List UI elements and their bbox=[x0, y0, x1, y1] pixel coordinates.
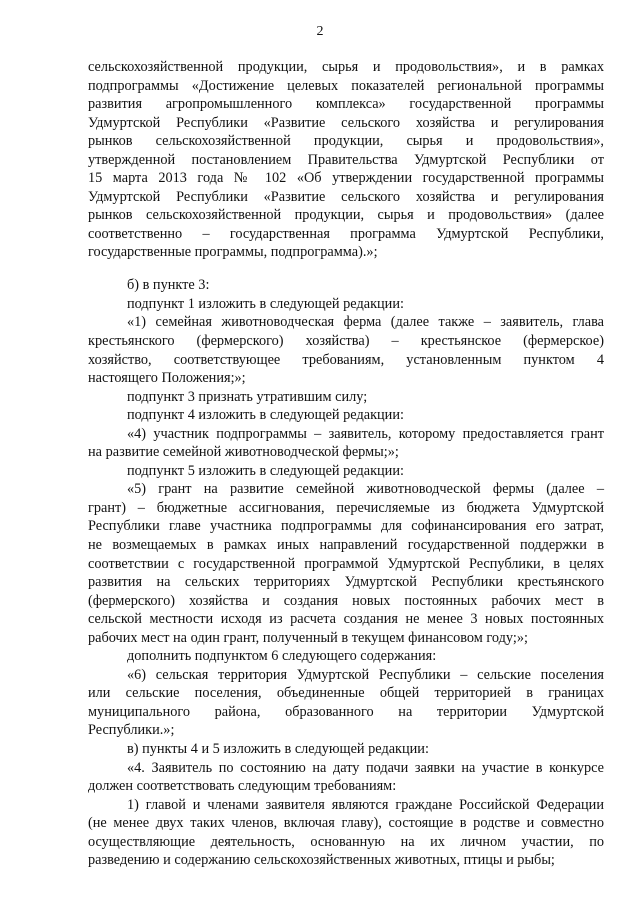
text-line: государственные программы, подпрограмма).»; bbox=[88, 244, 378, 261]
text-line: подпункт 1 изложить в следующей редакции: bbox=[127, 295, 404, 312]
text-line: 15 марта 2013 года № 102 «Об утверждении государственной программы bbox=[88, 170, 604, 187]
text-line: б) в пункте 3: bbox=[127, 277, 210, 294]
text-line: разведению и содержанию сельскохозяйственных животных, птицы и рыбы; bbox=[88, 852, 555, 869]
text-line: (не менее двух таких членов, включая главу), состоящие в родстве и совместно bbox=[88, 815, 604, 832]
text-line: хозяйство, соответствующее требованиям, установленным пунктом 4 bbox=[88, 351, 604, 368]
text-line: «1) семейная животноводческая ферма (далее также – заявитель, глава bbox=[127, 314, 604, 331]
text-line: крестьянского (фермерского) хозяйства) – крестьянское (фермерское) bbox=[88, 332, 604, 349]
text-line: Республики главе участника подпрограммы для софинансирования его затрат, bbox=[88, 518, 604, 535]
text-line: (фермерского) хозяйства и создания новых постоянных рабочих мест в bbox=[88, 592, 604, 609]
text-line: соответственно – государственная программа Удмуртской Республики, bbox=[88, 225, 604, 242]
text-line: рынков сельскохозяйственной продукции, сырья и продовольствия» (далее bbox=[88, 207, 604, 224]
text-line: подпункт 4 изложить в следующей редакции: bbox=[127, 407, 404, 424]
document-body bbox=[88, 58, 604, 870]
text-line: Удмуртской Республики «Развитие сельского хозяйства и регулирования bbox=[88, 188, 604, 205]
text-line: развития агропромышленного комплекса» государственной программы bbox=[88, 96, 604, 113]
text-line: 1) главой и членами заявителя являются граждане Российской Федерации bbox=[127, 796, 604, 813]
text-line: Удмуртской Республики «Развитие сельского хозяйства и регулирования bbox=[88, 114, 604, 131]
text-line: грант) – бюджетные ассигнования, перечисляемые из бюджета Удмуртской bbox=[88, 499, 604, 516]
text-line: рабочих мест на один грант, полученный в текущем финансовом году;»; bbox=[88, 629, 528, 646]
text-line: на развитие семейной животноводческой фермы;»; bbox=[88, 444, 399, 461]
text-line: в) пункты 4 и 5 изложить в следующей редакции: bbox=[127, 740, 429, 757]
text-line: должен соответствовать следующим требованиям: bbox=[88, 778, 397, 795]
text-line: сельскохозяйственной продукции, сырья и продовольствия», и в рамках bbox=[88, 59, 604, 75]
text-line: развития на сельских территориях Удмуртской Республики крестьянского bbox=[88, 574, 604, 591]
page-number: 2 bbox=[316, 24, 324, 39]
text-line: подпрограммы «Достижение целевых показателей региональной программы bbox=[88, 77, 604, 94]
text-line: «5) грант на развитие семейной животноводческой фермы (далее – bbox=[127, 481, 604, 498]
text-line: подпункт 5 изложить в следующей редакции: bbox=[127, 462, 404, 479]
text-line: настоящего Положения;»; bbox=[88, 370, 246, 387]
text-line: подпункт 3 признать утратившим силу; bbox=[127, 388, 368, 405]
text-line: «4) участник подпрограммы – заявитель, которому предоставляется грант bbox=[127, 425, 604, 442]
text-line: соответствии с государственной программой Удмуртской Республики, в целях bbox=[88, 555, 604, 572]
text-line: муниципального района, образованного на территории Удмуртской bbox=[88, 703, 604, 720]
text-line: «4. Заявитель по состоянию на дату подачи заявки на участие в конкурсе bbox=[127, 759, 604, 776]
text-line: «6) сельская территория Удмуртской Республики – сельские поселения bbox=[127, 666, 604, 683]
text-line: не возмещаемых в рамках иных направлений государственной поддержки в bbox=[88, 536, 604, 553]
text-line: сельской местности исходя из расчета создания не менее 3 новых постоянных bbox=[88, 611, 604, 628]
text-line: осуществляющие деятельность, основанную на их личном участии, по bbox=[88, 833, 604, 850]
text-line: рынков сельскохозяйственной продукции, сырья и продовольствия», bbox=[88, 133, 604, 150]
text-line: Республики.»; bbox=[88, 722, 175, 739]
text-line: дополнить подпунктом 6 следующего содержания: bbox=[127, 648, 437, 665]
text-line: утвержденной постановлением Правительства Удмуртской Республики от bbox=[88, 151, 604, 168]
text-line: или сельские поселения, объединенные общей территорией в границах bbox=[88, 685, 604, 702]
